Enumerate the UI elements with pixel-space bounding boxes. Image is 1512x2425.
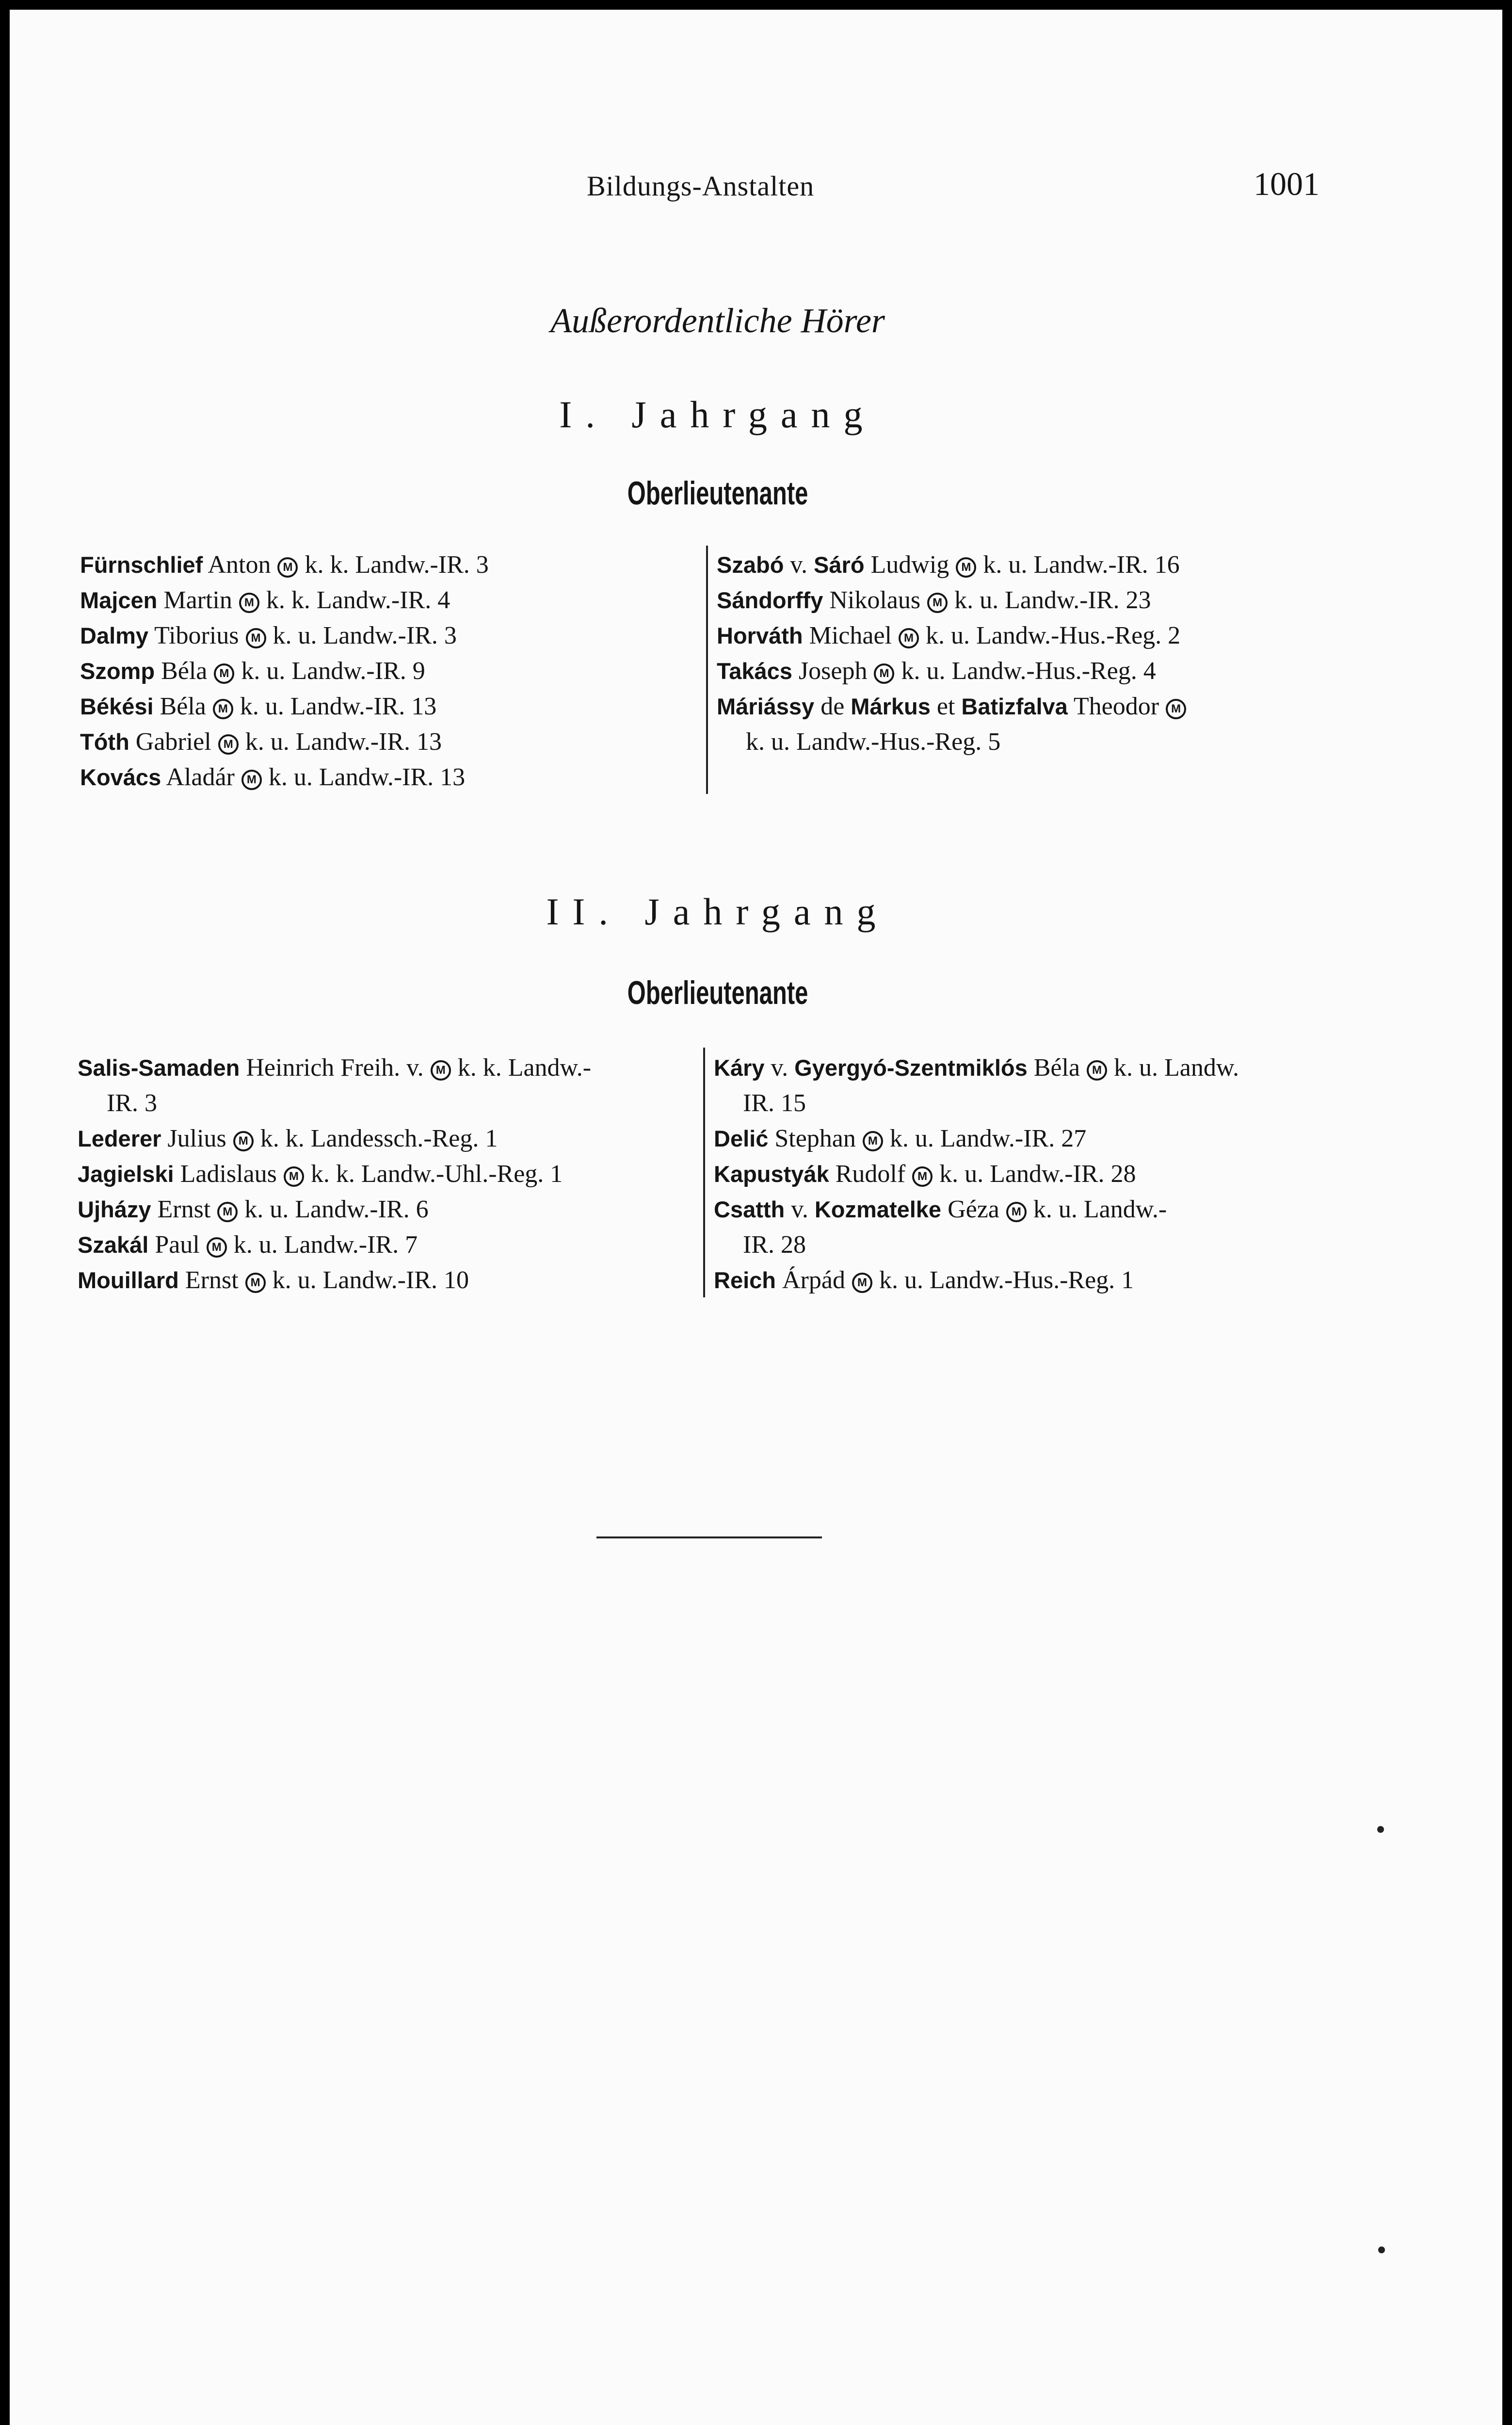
given-name: Heinrich Freih. v. xyxy=(246,1054,424,1082)
m-icon: M xyxy=(207,1237,227,1258)
surname: Jagielski xyxy=(78,1161,174,1187)
particle: v. xyxy=(790,551,808,579)
roster-entry xyxy=(717,582,1193,618)
m-icon: M xyxy=(245,1273,266,1293)
surname: Gyergyó-Szentmiklós xyxy=(794,1055,1028,1081)
roster-entry xyxy=(80,760,489,795)
m-icon: M xyxy=(927,593,948,613)
unit: k. u. Landw.-Hus.-Reg. 1 xyxy=(879,1266,1134,1294)
roster-entry xyxy=(78,1121,591,1156)
roster-entry xyxy=(80,724,489,760)
unit: k. k. Landw.-IR. 3 xyxy=(305,551,489,579)
unit: k. u. Landw.-IR. 9 xyxy=(241,657,425,685)
m-icon: M xyxy=(899,628,919,648)
given-name: Tiborius xyxy=(154,622,239,649)
roster-entry xyxy=(714,1156,1239,1192)
jahrgang-1-heading: I. Jahrgang xyxy=(559,393,876,436)
unit: k. u. Landw.-IR. 3 xyxy=(273,622,457,649)
unit: k. u. Landw.-IR. 13 xyxy=(268,763,466,791)
unit: k. u. Landw.-Hus.-Reg. 5 xyxy=(746,728,1001,756)
unit: k. u. Landw.-IR. 28 xyxy=(939,1160,1136,1188)
m-icon: M xyxy=(852,1273,872,1293)
surname: Horváth xyxy=(717,623,803,648)
surname: Békési xyxy=(80,694,154,719)
print-speck xyxy=(1377,1826,1384,1833)
given-name: Michael xyxy=(809,622,892,649)
unit: k. k. Landw.-IR. 4 xyxy=(266,586,450,614)
roster-entry xyxy=(714,1050,1239,1085)
surname: Káry xyxy=(714,1055,765,1081)
roster-entry xyxy=(80,689,489,724)
unit: k. k. Landw.- xyxy=(457,1054,592,1082)
m-icon: M xyxy=(214,663,234,684)
end-rule xyxy=(596,1536,822,1538)
m-icon: M xyxy=(863,1131,883,1151)
roster-entry xyxy=(78,1156,591,1192)
given-name: Nikolaus xyxy=(829,586,921,614)
page-number: 1001 xyxy=(1254,165,1319,202)
given-name: Árpád xyxy=(782,1266,845,1294)
given-name: Joseph xyxy=(798,657,868,685)
unit: k. u. Landw. xyxy=(1114,1054,1239,1082)
surname: Kapustyák xyxy=(714,1161,829,1187)
surname: Tóth xyxy=(80,729,129,755)
surname: Delić xyxy=(714,1126,769,1151)
surname: Lederer xyxy=(78,1126,161,1151)
roster-entry xyxy=(714,1121,1239,1156)
roster-entry xyxy=(80,547,489,582)
m-icon: M xyxy=(218,734,239,755)
unit: k. u. Landw.- xyxy=(1033,1196,1167,1223)
m-icon: M xyxy=(241,770,262,790)
surname: Dalmy xyxy=(80,623,149,648)
surname: Mouillard xyxy=(78,1267,179,1293)
surname: Sándorffy xyxy=(717,587,823,613)
given-name: Géza xyxy=(948,1196,999,1223)
roster-entry xyxy=(717,653,1193,689)
given-name: Aladár xyxy=(166,763,235,791)
m-icon: M xyxy=(431,1060,451,1081)
roster-entry xyxy=(717,689,1193,724)
surname: Reich xyxy=(714,1267,776,1293)
unit: k. u. Landw.-IR. 16 xyxy=(983,551,1180,579)
m-icon: M xyxy=(1087,1060,1107,1081)
given-name: Ernst xyxy=(185,1266,239,1294)
given-name: Stephan xyxy=(774,1125,856,1152)
surname: Fürnschlief xyxy=(80,552,203,578)
section-title: Außerordentliche Hörer xyxy=(550,301,885,340)
m-icon: M xyxy=(246,628,266,648)
jahrgang-1-right-column xyxy=(717,547,1193,760)
unit: k. u. Landw.-Hus.-Reg. 2 xyxy=(925,622,1181,649)
unit: k. k. Landessch.-Reg. 1 xyxy=(260,1125,498,1152)
surname: Máriássy xyxy=(717,694,815,719)
m-icon: M xyxy=(874,663,894,684)
unit: k. u. Landw.-IR. 6 xyxy=(244,1196,429,1223)
roster-entry xyxy=(717,547,1193,582)
surname: Csatth xyxy=(714,1196,785,1222)
page xyxy=(10,10,1502,2425)
m-icon: M xyxy=(1166,699,1186,719)
given-name: Ernst xyxy=(157,1196,211,1223)
given-name: Rudolf xyxy=(835,1160,906,1188)
m-icon: M xyxy=(239,593,259,613)
surname: Szakál xyxy=(78,1232,149,1258)
surname: Batizfalva xyxy=(961,694,1068,719)
roster-entry xyxy=(714,1262,1239,1298)
roster-entry-continuation xyxy=(717,724,1193,760)
roster-entry xyxy=(714,1192,1239,1227)
roster-entry-continuation xyxy=(714,1227,1239,1262)
given-name: Béla xyxy=(1033,1054,1080,1082)
surname: Kozmatelke xyxy=(814,1196,942,1222)
given-name: Ludwig xyxy=(870,551,949,579)
jahrgang-2-right-column xyxy=(714,1050,1239,1298)
particle: de xyxy=(820,693,845,720)
given-name: Theodor xyxy=(1073,693,1159,720)
roster-entry xyxy=(78,1192,591,1227)
surname: Takács xyxy=(717,658,792,684)
m-icon: M xyxy=(213,699,233,719)
unit: k. u. Landw.-IR. 23 xyxy=(954,586,1151,614)
jahrgang-1-left-column xyxy=(80,547,489,795)
m-icon: M xyxy=(912,1166,933,1187)
surname: Salis-Samaden xyxy=(78,1055,240,1081)
unit: k. u. Landw.-IR. 7 xyxy=(233,1231,418,1259)
jahrgang-2-heading: II. Jahrgang xyxy=(546,890,889,933)
roster-entry xyxy=(80,582,489,618)
roster-entry-continuation xyxy=(714,1085,1239,1121)
column-divider xyxy=(706,546,708,794)
print-speck xyxy=(1378,2247,1385,2253)
roster-entry xyxy=(78,1050,591,1085)
given-name: Martin xyxy=(163,586,232,614)
surname: Szomp xyxy=(80,658,155,684)
m-icon: M xyxy=(956,557,976,578)
m-icon: M xyxy=(233,1131,254,1151)
given-name: Béla xyxy=(160,693,206,720)
given-name: Paul xyxy=(155,1231,200,1259)
particle: v. xyxy=(791,1196,808,1223)
surname: Majcen xyxy=(80,587,158,613)
unit-continuation: IR. 15 xyxy=(743,1089,806,1117)
unit: k. u. Landw.-Hus.-Reg. 4 xyxy=(901,657,1156,685)
unit: k. u. Landw.-IR. 10 xyxy=(272,1266,469,1294)
roster-entry xyxy=(80,653,489,689)
unit-continuation: IR. 28 xyxy=(743,1231,806,1259)
given-name: Béla xyxy=(161,657,208,685)
roster-entry xyxy=(80,618,489,653)
particle: v. xyxy=(771,1054,788,1082)
given-name: Anton xyxy=(208,551,271,579)
running-head: Bildungs-Anstalten xyxy=(587,170,815,202)
jahrgang-1-rank: Oberlieutenante xyxy=(627,475,808,512)
surname: Ujházy xyxy=(78,1196,151,1222)
m-icon: M xyxy=(284,1166,304,1187)
m-icon: M xyxy=(217,1202,238,1222)
roster-entry-continuation xyxy=(78,1085,591,1121)
given-name: Julius xyxy=(167,1125,226,1152)
roster-entry xyxy=(78,1227,591,1262)
unit: k. u. Landw.-IR. 13 xyxy=(245,728,442,756)
roster-entry xyxy=(717,618,1193,653)
roster-entry xyxy=(78,1262,591,1298)
given-name: Ladislaus xyxy=(180,1160,277,1188)
given-name: Gabriel xyxy=(135,728,211,756)
unit: k. u. Landw.-IR. 13 xyxy=(240,693,437,720)
m-icon: M xyxy=(1006,1202,1027,1222)
unit-continuation: IR. 3 xyxy=(107,1089,157,1117)
particle: et xyxy=(936,693,955,720)
m-icon: M xyxy=(277,557,298,578)
column-divider xyxy=(703,1048,705,1297)
surname: Kovács xyxy=(80,764,161,790)
unit: k. k. Landw.-Uhl.-Reg. 1 xyxy=(310,1160,563,1188)
unit: k. u. Landw.-IR. 27 xyxy=(889,1125,1087,1152)
surname: Szabó xyxy=(717,552,784,578)
jahrgang-2-left-column xyxy=(78,1050,591,1298)
jahrgang-2-rank: Oberlieutenante xyxy=(627,974,808,1011)
surname: Márkus xyxy=(851,694,931,719)
surname: Sáró xyxy=(814,552,865,578)
